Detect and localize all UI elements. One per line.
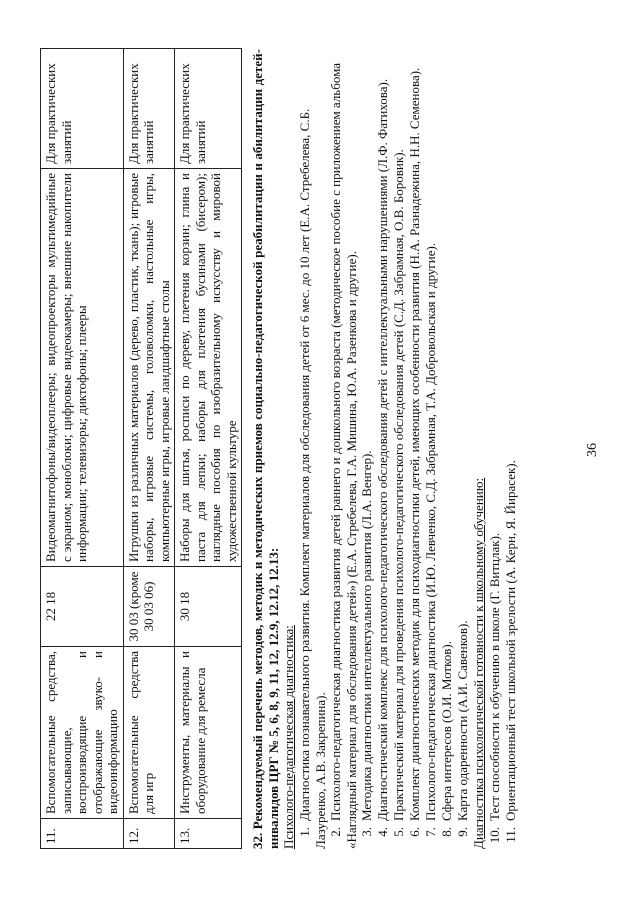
section-heading: 32. Рекомендуемый перечень методов, методик и методических приемов социально-педагогической реабилитации и абилитации детей-инвалидов ЦРГ № 5, 6, 8, 9, 11, 12, 12.9, 12.12, 12.13: <box>250 49 281 849</box>
equipment-table <box>40 48 242 849</box>
item-code: 22 18 <box>41 567 124 647</box>
item-number: 1. <box>297 827 312 837</box>
item-number: 2. <box>328 827 343 837</box>
item-purpose: Для практических занятий <box>175 49 242 169</box>
table-row <box>41 49 124 849</box>
list-item <box>375 49 391 849</box>
list-item <box>439 49 455 849</box>
table-row <box>123 49 175 849</box>
item-description: Игрушки из различных материалов (дерево, пластик, ткань); игровые наборы, игровые системы, головоломки, настольные игры, компьютерные игры, игровые ландшафтные столы <box>123 169 175 567</box>
item-purpose: Для практических занятий <box>41 49 124 169</box>
table-row <box>175 49 242 849</box>
item-description: Наборы для шитья, роспиcи по дереву, плетения корзин; глина и паста для лепки; наборы для плетения бусинами (бисером); наглядные пособия по изобразительному искусству и мировой художественной культуре <box>175 169 242 567</box>
list-item <box>359 49 375 849</box>
item-number: 4. <box>375 827 390 837</box>
item-number: 6. <box>407 827 422 837</box>
item-text: Диагностика познавательного развития. Комплект материалов для обследования детей от 6 мес. до 10 лет (Е.А. Стребелева, С.Б. Лазуренко, А.В. Закрепина). <box>297 108 328 849</box>
row-number: 11. <box>41 819 124 849</box>
item-number: 7. <box>423 827 438 837</box>
list-item <box>407 49 423 849</box>
item-name: Инструменты, материалы и оборудование для ремесла <box>175 647 242 819</box>
item-text: Диагностический комплекс для психолого-педагогического обследования детей с интеллектуальными нарушениями (Л.Ф. Фатихова). <box>375 78 390 821</box>
item-text: Ориентационный тест школьной зрелости (А. Керн, Я. Йирасек). <box>503 460 518 821</box>
subheading-diagnostics: Психолого-педагогическая диагностика: <box>281 625 296 849</box>
item-description: Видеомагнитофоны/видеоплееры; видеопроекторы мультимедийные с экраном; моноблоки; цифровые видеокамеры; внешние накопители информации; телевизоры; диктофоны; плееры <box>41 169 124 567</box>
item-name: Вспомогательные средства, записывающие, воспроизводящие и отображающие звуко- и видеоинформацию <box>41 647 124 819</box>
item-number: 3. <box>359 827 374 837</box>
list-item <box>503 49 519 849</box>
item-text: Тест способности к обучению в школе (Г. Витцлак). <box>487 532 502 821</box>
item-name: Вспомогательные средства для игр <box>123 647 175 819</box>
list-item <box>487 49 503 849</box>
item-code: 30 18 <box>175 567 242 647</box>
list-item <box>455 49 471 849</box>
item-text: Методика диагностики интеллектуального развития (Л.А. Венгер). <box>359 450 374 821</box>
item-text: Психолого-педагогическая диагностика (И.Ю. Левченко, С.Д. Забрамная, Т.А. Добровольская и другие). <box>423 242 438 821</box>
row-number: 12. <box>123 819 175 849</box>
item-number: 10. <box>487 827 502 844</box>
item-code: 30 03 (кроме 30 03 06) <box>123 567 175 647</box>
list-item <box>423 49 439 849</box>
item-number: 5. <box>391 827 406 837</box>
page-number: 36 <box>585 443 600 457</box>
item-text: Комплект диагностических методик для психодиагностики детей, имеющих особенности развития (Н.А. Разнадежина, Н.Н. Семенова). <box>407 67 422 821</box>
list-item <box>297 49 328 849</box>
item-number: 9. <box>455 827 470 837</box>
item-number: 8. <box>439 827 454 837</box>
list-item <box>328 49 359 849</box>
item-purpose: Для практических занятий <box>123 49 175 169</box>
item-text: Сфера интересов (О.И. Мотков). <box>439 641 454 821</box>
row-number: 13. <box>175 819 242 849</box>
list-item <box>391 49 407 849</box>
subheading-school-readiness: Диагностика психологической готовности к школьному обучению: <box>471 477 486 849</box>
item-text: Практический материал для проведения психолого-педагогического обследования детей (С.Д. Забрамная, О.В. Боровик). <box>391 149 406 821</box>
item-text: Психолого-педагогическая диагностика развития детей раннего и дошкольного возраста (методическое пособие с приложением альбома «Наглядный материал для обследования детей») (Е.А. Стребелева, Г.А. Мишина, Ю.А. Разенкова и другие). <box>328 62 359 849</box>
item-text: Карта одаренности (А.И. Савенков). <box>455 620 470 821</box>
item-number: 11. <box>503 827 518 843</box>
